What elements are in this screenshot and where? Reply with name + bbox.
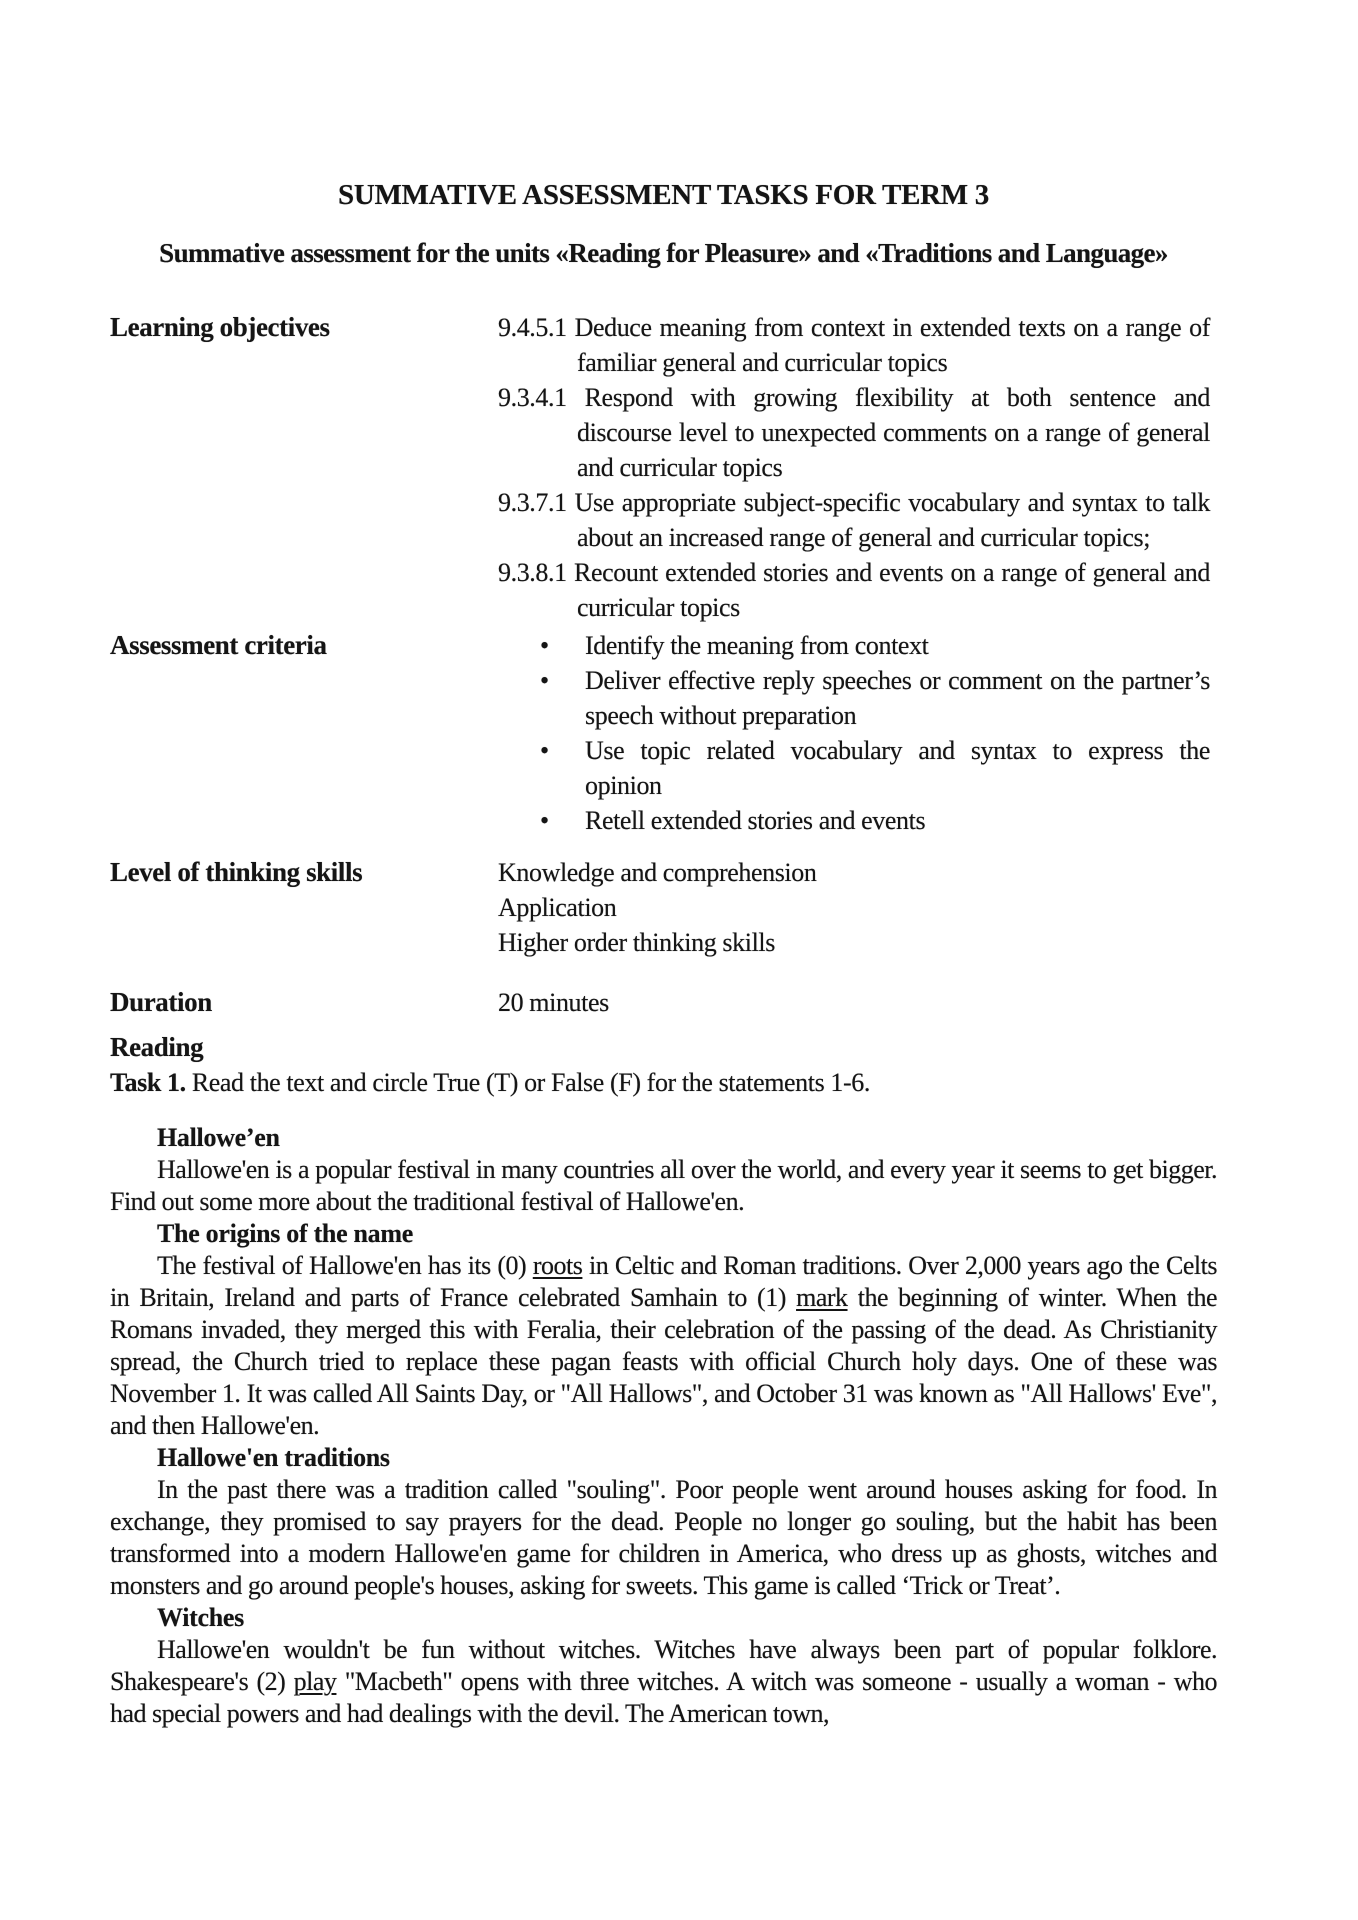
objective-text: Recount extended stories and events on a range of general and curricular topics (574, 558, 1210, 622)
criterion-text: Use topic related vocabulary and syntax to express the opinion (585, 736, 1210, 800)
passage-intro-paragraph (110, 1154, 1217, 1218)
text-segment: Hallowe'en wouldn't be fun without witches. Witches have always been part of popular folklore. Shakespeare's (2) (110, 1635, 1217, 1696)
criterion-item (498, 733, 1210, 803)
criterion-item (498, 803, 1210, 838)
gap-answer-word: mark (796, 1283, 848, 1312)
objective-item (498, 485, 1210, 555)
duration-row (110, 985, 1217, 1020)
reading-passage (110, 1122, 1217, 1730)
thinking-skill-item: Knowledge and comprehension (498, 858, 817, 887)
text-segment: Hallowe'en is a popular festival in many countries all over the world, and every year it seems to get bigger. Find out some more about the traditional festival of Hallowe'en. (110, 1155, 1217, 1216)
learning-objectives-label: Learning objectives (110, 312, 330, 342)
reading-section-heading: Reading (110, 1032, 204, 1062)
thinking-skills-row (110, 855, 1217, 960)
thinking-skills-content (498, 855, 1210, 960)
objective-text: Respond with growing flexibility at both sentence and discourse level to unexpected comments on a range of general and curricular topics (577, 383, 1210, 482)
assessment-criteria-row (110, 628, 1217, 838)
objective-item (498, 310, 1210, 380)
objective-text: Deduce meaning from context in extended texts on a range of familiar general and curricular topics (574, 313, 1210, 377)
objective-item (498, 555, 1210, 625)
learning-objectives-row (110, 310, 1217, 625)
thinking-skill-item: Application (498, 893, 617, 922)
objective-text: Use appropriate subject-specific vocabulary and syntax to talk about an increased range of general and curricular topics; (574, 488, 1210, 552)
thinking-skill-item: Higher order thinking skills (498, 928, 775, 957)
assessment-criteria-content (498, 628, 1210, 838)
duration-value: 20 minutes (498, 988, 609, 1017)
criterion-item (498, 628, 1210, 663)
criterion-text: Retell extended stories and events (585, 806, 926, 835)
traditions-paragraph (110, 1474, 1217, 1602)
criterion-text: Identify the meaning from context (585, 631, 929, 660)
objective-code: 9.4.5.1 (498, 313, 567, 342)
bullet-icon: • (540, 631, 549, 660)
bullet-icon: • (540, 736, 549, 765)
bullet-icon: • (540, 806, 549, 835)
thinking-skills-label: Level of thinking skills (110, 857, 363, 887)
witches-heading: Witches (157, 1603, 244, 1632)
criterion-text: Deliver effective reply speeches or comment on the partner’s speech without preparation (585, 666, 1210, 730)
witches-paragraph (110, 1634, 1217, 1730)
objective-code: 9.3.7.1 (498, 488, 567, 517)
passage-title: Hallowe’en (157, 1123, 280, 1152)
task-instruction (110, 1065, 1217, 1100)
text-segment: The festival of Hallowe'en has its (0) (157, 1251, 533, 1280)
text-segment: "Macbeth" opens with three witches. A witch was someone - usually a woman - who had special powers and had dealings with the devil. The American town, (110, 1667, 1217, 1728)
bullet-icon: • (540, 666, 549, 695)
traditions-heading: Hallowe'en traditions (157, 1443, 390, 1472)
text-segment: the beginning of winter. When the Romans invaded, they merged this with Feralia, their celebration of the passing of the dead. As Christianity spread, the Church tried to replace these pagan feasts with official Church holy days. One of these was November 1. It was called All Saints Day, or "All Hallows", and October 31 was known as "All Hallows' Eve", and then Hallowe'en. (110, 1283, 1217, 1440)
task-label: Task 1. (110, 1068, 186, 1097)
gap-answer-word: play (293, 1667, 337, 1696)
duration-label: Duration (110, 987, 212, 1017)
objective-code: 9.3.4.1 (498, 383, 567, 412)
page-title: SUMMATIVE ASSESSMENT TASKS FOR TERM 3 (338, 179, 989, 211)
duration-content (498, 985, 1210, 1020)
page-subtitle: Summative assessment for the units «Reading for Pleasure» and «Traditions and Language» (159, 238, 1168, 268)
gap-answer-word: roots (532, 1251, 583, 1280)
learning-objectives-content (498, 310, 1210, 625)
text-segment: in Celtic and Roman traditions. Over 2,000 years ago the Celts in Britain, Ireland and parts of France celebrated Samhain to (1) (110, 1251, 1217, 1312)
origins-paragraph (110, 1250, 1217, 1442)
criterion-item (498, 663, 1210, 733)
objective-item (498, 380, 1210, 485)
text-segment: In the past there was a tradition called "souling". Poor people went around houses asking for food. In exchange, they promised to say prayers for the dead. People no longer go souling, but the habit has been transformed into a modern Hallowe'en game for children in America, who dress up as ghosts, witches and monsters and go around people's houses, asking for sweets. This game is called ‘Trick or Treat’. (110, 1475, 1217, 1600)
task-text: Read the text and circle True (T) or False (F) for the statements 1-6. (185, 1068, 870, 1097)
assessment-criteria-label: Assessment criteria (110, 630, 327, 660)
origins-heading: The origins of the name (157, 1219, 413, 1248)
objective-code: 9.3.8.1 (498, 558, 567, 587)
